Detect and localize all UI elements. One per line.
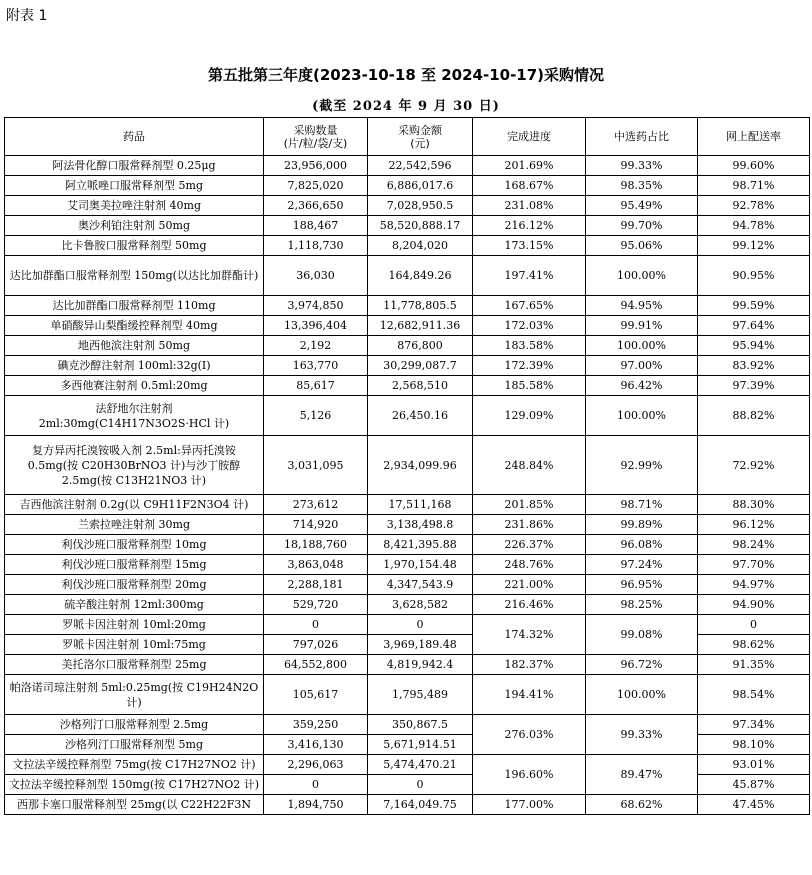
cell-drug-name: 吉西他滨注射剂 0.2g(以 C9H11F2N3O4 计) bbox=[5, 495, 264, 515]
cell-delivery-rate: 97.64% bbox=[698, 316, 810, 336]
cell-drug-name: 利伐沙班口服常释剂型 10mg bbox=[5, 535, 264, 555]
cell-amount: 5,474,470.21 bbox=[368, 755, 473, 775]
cell-amount: 22,542,596 bbox=[368, 156, 473, 176]
table-row bbox=[5, 575, 810, 595]
cell-quantity: 529,720 bbox=[264, 595, 368, 615]
cell-progress: 167.65% bbox=[473, 296, 586, 316]
cell-drug-name: 沙格列汀口服常释剂型 2.5mg bbox=[5, 715, 264, 735]
header-amount: 采购金额 (元) bbox=[368, 118, 473, 156]
cell-delivery-rate: 90.95% bbox=[698, 256, 810, 296]
cell-drug-name: 多西他赛注射剂 0.5ml:20mg bbox=[5, 376, 264, 396]
cell-delivery-rate: 92.78% bbox=[698, 196, 810, 216]
cell-amount: 350,867.5 bbox=[368, 715, 473, 735]
cell-amount: 164,849.26 bbox=[368, 256, 473, 296]
cell-drug-name: 达比加群酯口服常释剂型 150mg(以达比加群酯计) bbox=[5, 256, 264, 296]
cell-progress: 182.37% bbox=[473, 655, 586, 675]
cell-progress: 221.00% bbox=[473, 575, 586, 595]
header-share: 中选药占比 bbox=[586, 118, 698, 156]
cell-share: 97.24% bbox=[586, 555, 698, 575]
cell-delivery-rate: 88.82% bbox=[698, 396, 810, 436]
cell-progress: 248.84% bbox=[473, 436, 586, 495]
cell-delivery-rate: 98.71% bbox=[698, 176, 810, 196]
cell-amount: 3,969,189.48 bbox=[368, 635, 473, 655]
cell-delivery-rate: 94.90% bbox=[698, 595, 810, 615]
cell-quantity: 359,250 bbox=[264, 715, 368, 735]
cell-amount: 8,421,395.88 bbox=[368, 535, 473, 555]
table-row bbox=[5, 655, 810, 675]
cell-share: 95.49% bbox=[586, 196, 698, 216]
cell-quantity: 163,770 bbox=[264, 356, 368, 376]
header-delivery-rate: 网上配送率 bbox=[698, 118, 810, 156]
cell-share: 97.00% bbox=[586, 356, 698, 376]
cell-drug-name: 罗哌卡因注射剂 10ml:75mg bbox=[5, 635, 264, 655]
cell-amount: 4,347,543.9 bbox=[368, 575, 473, 595]
cell-amount: 4,819,942.4 bbox=[368, 655, 473, 675]
procurement-table bbox=[4, 117, 810, 815]
cell-progress: 226.37% bbox=[473, 535, 586, 555]
table-row bbox=[5, 715, 810, 735]
cell-drug-name: 奥沙利铂注射剂 50mg bbox=[5, 216, 264, 236]
cell-amount: 1,970,154.48 bbox=[368, 555, 473, 575]
cell-drug-name: 利伐沙班口服常释剂型 15mg bbox=[5, 555, 264, 575]
cell-share: 95.06% bbox=[586, 236, 698, 256]
cell-progress: 216.46% bbox=[473, 595, 586, 615]
cell-share: 99.89% bbox=[586, 515, 698, 535]
cell-drug-name: 阿立哌唑口服常释剂型 5mg bbox=[5, 176, 264, 196]
table-row bbox=[5, 296, 810, 316]
table-row bbox=[5, 755, 810, 775]
cell-drug-name: 比卡鲁胺口服常释剂型 50mg bbox=[5, 236, 264, 256]
table-row bbox=[5, 535, 810, 555]
cell-amount: 1,795,489 bbox=[368, 675, 473, 715]
cell-quantity: 105,617 bbox=[264, 675, 368, 715]
cell-progress: 172.39% bbox=[473, 356, 586, 376]
cell-drug-name: 达比加群酯口服常释剂型 110mg bbox=[5, 296, 264, 316]
cell-progress: 194.41% bbox=[473, 675, 586, 715]
cell-share: 100.00% bbox=[586, 256, 698, 296]
cell-progress: 231.08% bbox=[473, 196, 586, 216]
cell-progress: 168.67% bbox=[473, 176, 586, 196]
cell-delivery-rate: 93.01% bbox=[698, 755, 810, 775]
cell-progress: 172.03% bbox=[473, 316, 586, 336]
table-row bbox=[5, 216, 810, 236]
table-row bbox=[5, 675, 810, 715]
cell-share: 99.70% bbox=[586, 216, 698, 236]
table-row bbox=[5, 515, 810, 535]
cell-progress: 248.76% bbox=[473, 555, 586, 575]
cell-quantity: 64,552,800 bbox=[264, 655, 368, 675]
cell-quantity: 5,126 bbox=[264, 396, 368, 436]
cell-amount: 0 bbox=[368, 775, 473, 795]
cell-quantity: 2,296,063 bbox=[264, 755, 368, 775]
table-row bbox=[5, 436, 810, 495]
cell-delivery-rate: 96.12% bbox=[698, 515, 810, 535]
cell-quantity: 18,188,760 bbox=[264, 535, 368, 555]
cell-drug-name: 阿法骨化醇口服常释剂型 0.25μg bbox=[5, 156, 264, 176]
cell-quantity: 1,894,750 bbox=[264, 795, 368, 815]
cell-amount: 3,628,582 bbox=[368, 595, 473, 615]
table-row bbox=[5, 196, 810, 216]
cell-delivery-rate: 99.59% bbox=[698, 296, 810, 316]
cell-amount: 5,671,914.51 bbox=[368, 735, 473, 755]
cell-amount: 12,682,911.36 bbox=[368, 316, 473, 336]
cell-amount: 7,164,049.75 bbox=[368, 795, 473, 815]
cell-delivery-rate: 47.45% bbox=[698, 795, 810, 815]
cell-drug-name: 复方异丙托溴铵吸入剂 2.5ml:异丙托溴铵 0.5mg(按 C20H30BrNO3 计)与沙丁胺醇 2.5mg(按 C13H21NO3 计) bbox=[5, 436, 264, 495]
cell-quantity: 2,288,181 bbox=[264, 575, 368, 595]
cell-drug-name: 文拉法辛缓控释剂型 150mg(按 C17H27NO2 计) bbox=[5, 775, 264, 795]
cell-delivery-rate: 45.87% bbox=[698, 775, 810, 795]
cell-drug-name: 文拉法辛缓控释剂型 75mg(按 C17H27NO2 计) bbox=[5, 755, 264, 775]
cell-progress: 216.12% bbox=[473, 216, 586, 236]
cell-drug-name: 地西他滨注射剂 50mg bbox=[5, 336, 264, 356]
cell-quantity: 188,467 bbox=[264, 216, 368, 236]
cell-delivery-rate: 97.70% bbox=[698, 555, 810, 575]
cell-share: 100.00% bbox=[586, 675, 698, 715]
cell-delivery-rate: 98.54% bbox=[698, 675, 810, 715]
cell-drug-name: 沙格列汀口服常释剂型 5mg bbox=[5, 735, 264, 755]
cell-amount: 876,800 bbox=[368, 336, 473, 356]
cell-delivery-rate: 94.78% bbox=[698, 216, 810, 236]
cell-quantity: 3,974,850 bbox=[264, 296, 368, 316]
table-row bbox=[5, 336, 810, 356]
cell-share: 96.95% bbox=[586, 575, 698, 595]
table-row bbox=[5, 176, 810, 196]
cell-quantity: 7,825,020 bbox=[264, 176, 368, 196]
cell-amount: 17,511,168 bbox=[368, 495, 473, 515]
header-progress: 完成进度 bbox=[473, 118, 586, 156]
table-row bbox=[5, 396, 810, 436]
cell-progress: 196.60% bbox=[473, 755, 586, 795]
cell-quantity: 3,416,130 bbox=[264, 735, 368, 755]
cell-drug-name: 美托洛尔口服常释剂型 25mg bbox=[5, 655, 264, 675]
cell-share: 96.42% bbox=[586, 376, 698, 396]
cell-delivery-rate: 83.92% bbox=[698, 356, 810, 376]
cell-progress: 231.86% bbox=[473, 515, 586, 535]
table-title: 第五批第三年度(2023-10-18 至 2024-10-17)采购情况 bbox=[207, 66, 605, 84]
table-row bbox=[5, 256, 810, 296]
table-row bbox=[5, 376, 810, 396]
table-row bbox=[5, 156, 810, 176]
cell-amount: 2,568,510 bbox=[368, 376, 473, 396]
cell-drug-name: 艾司奥美拉唑注射剂 40mg bbox=[5, 196, 264, 216]
cell-share: 98.35% bbox=[586, 176, 698, 196]
cell-delivery-rate: 0 bbox=[698, 615, 810, 635]
cell-quantity: 0 bbox=[264, 775, 368, 795]
cell-amount: 6,886,017.6 bbox=[368, 176, 473, 196]
cell-drug-name: 利伐沙班口服常释剂型 20mg bbox=[5, 575, 264, 595]
cell-amount: 58,520,888.17 bbox=[368, 216, 473, 236]
cell-quantity: 714,920 bbox=[264, 515, 368, 535]
cell-share: 98.25% bbox=[586, 595, 698, 615]
cell-delivery-rate: 98.10% bbox=[698, 735, 810, 755]
cell-share: 94.95% bbox=[586, 296, 698, 316]
table-row bbox=[5, 795, 810, 815]
cell-quantity: 85,617 bbox=[264, 376, 368, 396]
cell-share: 68.62% bbox=[586, 795, 698, 815]
table-row bbox=[5, 356, 810, 376]
cell-amount: 11,778,805.5 bbox=[368, 296, 473, 316]
cell-progress: 183.58% bbox=[473, 336, 586, 356]
cell-share: 96.08% bbox=[586, 535, 698, 555]
table-row bbox=[5, 495, 810, 515]
table-body bbox=[5, 156, 810, 815]
cell-amount: 3,138,498.8 bbox=[368, 515, 473, 535]
cell-drug-name: 硫辛酸注射剂 12ml:300mg bbox=[5, 595, 264, 615]
cell-drug-name: 单硝酸异山梨酯缓控释剂型 40mg bbox=[5, 316, 264, 336]
cell-quantity: 3,031,095 bbox=[264, 436, 368, 495]
cell-amount: 26,450.16 bbox=[368, 396, 473, 436]
cell-share: 96.72% bbox=[586, 655, 698, 675]
cell-share: 99.33% bbox=[586, 156, 698, 176]
cell-progress: 197.41% bbox=[473, 256, 586, 296]
cell-delivery-rate: 97.39% bbox=[698, 376, 810, 396]
cell-quantity: 23,956,000 bbox=[264, 156, 368, 176]
cell-share: 100.00% bbox=[586, 396, 698, 436]
cell-drug-name: 西那卡塞口服常释剂型 25mg(以 C22H22F3N bbox=[5, 795, 264, 815]
cell-delivery-rate: 72.92% bbox=[698, 436, 810, 495]
cell-quantity: 36,030 bbox=[264, 256, 368, 296]
cell-progress: 185.58% bbox=[473, 376, 586, 396]
cell-drug-name: 罗哌卡因注射剂 10ml:20mg bbox=[5, 615, 264, 635]
cell-quantity: 2,192 bbox=[264, 336, 368, 356]
table-row bbox=[5, 555, 810, 575]
cell-progress: 173.15% bbox=[473, 236, 586, 256]
cell-quantity: 1,118,730 bbox=[264, 236, 368, 256]
cell-progress: 276.03% bbox=[473, 715, 586, 755]
cell-progress: 174.32% bbox=[473, 615, 586, 655]
cell-share: 98.71% bbox=[586, 495, 698, 515]
cell-delivery-rate: 98.62% bbox=[698, 635, 810, 655]
cell-delivery-rate: 98.24% bbox=[698, 535, 810, 555]
cell-amount: 30,299,087.7 bbox=[368, 356, 473, 376]
cell-delivery-rate: 94.97% bbox=[698, 575, 810, 595]
header-drug: 药品 bbox=[5, 118, 264, 156]
cell-amount: 2,934,099.96 bbox=[368, 436, 473, 495]
table-row bbox=[5, 615, 810, 635]
cell-delivery-rate: 99.12% bbox=[698, 236, 810, 256]
cell-quantity: 3,863,048 bbox=[264, 555, 368, 575]
cell-drug-name: 兰索拉唑注射剂 30mg bbox=[5, 515, 264, 535]
cell-share: 99.33% bbox=[586, 715, 698, 755]
cell-delivery-rate: 88.30% bbox=[698, 495, 810, 515]
cell-quantity: 0 bbox=[264, 615, 368, 635]
cell-share: 100.00% bbox=[586, 336, 698, 356]
cell-delivery-rate: 99.60% bbox=[698, 156, 810, 176]
cell-share: 99.91% bbox=[586, 316, 698, 336]
cell-share: 89.47% bbox=[586, 755, 698, 795]
cell-quantity: 2,366,650 bbox=[264, 196, 368, 216]
cell-amount: 7,028,950.5 bbox=[368, 196, 473, 216]
cell-quantity: 797,026 bbox=[264, 635, 368, 655]
cell-drug-name: 碘克沙醇注射剂 100ml:32g(I) bbox=[5, 356, 264, 376]
cell-progress: 201.85% bbox=[473, 495, 586, 515]
cell-quantity: 13,396,404 bbox=[264, 316, 368, 336]
cell-amount: 0 bbox=[368, 615, 473, 635]
cell-delivery-rate: 95.94% bbox=[698, 336, 810, 356]
cell-drug-name: 法舒地尔注射剂 2ml:30mg(C14H17N3O2S·HCl 计) bbox=[5, 396, 264, 436]
cell-quantity: 273,612 bbox=[264, 495, 368, 515]
cell-delivery-rate: 97.34% bbox=[698, 715, 810, 735]
table-row bbox=[5, 316, 810, 336]
table-row bbox=[5, 236, 810, 256]
table-header-row bbox=[5, 118, 810, 156]
cell-drug-name: 帕洛诺司琼注射剂 5ml:0.25mg(按 C19H24N2O 计) bbox=[5, 675, 264, 715]
table-subtitle: (截至 2024 年 9 月 30 日) bbox=[312, 99, 500, 114]
cell-share: 99.08% bbox=[586, 615, 698, 655]
header-quantity: 采购数量 (片/粒/袋/支) bbox=[264, 118, 368, 156]
table-row bbox=[5, 595, 810, 615]
cell-progress: 177.00% bbox=[473, 795, 586, 815]
appendix-label: 附表 1 bbox=[6, 8, 48, 24]
cell-delivery-rate: 91.35% bbox=[698, 655, 810, 675]
cell-progress: 129.09% bbox=[473, 396, 586, 436]
cell-share: 92.99% bbox=[586, 436, 698, 495]
cell-amount: 8,204,020 bbox=[368, 236, 473, 256]
cell-progress: 201.69% bbox=[473, 156, 586, 176]
